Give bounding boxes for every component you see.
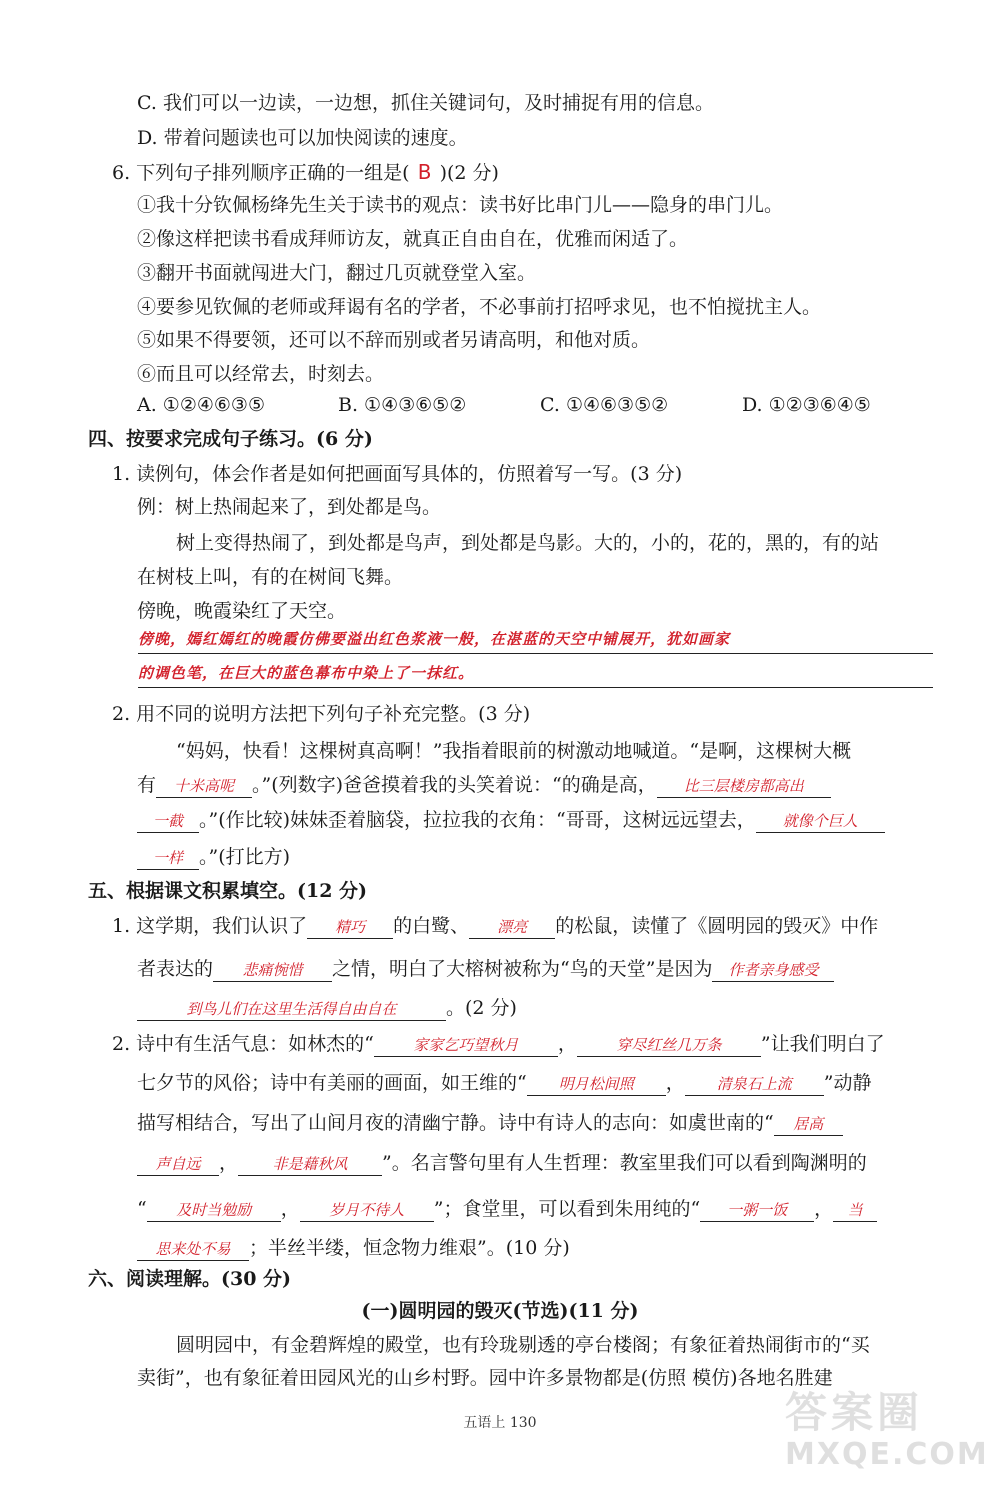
sec4-q2-line-2 — [137, 770, 831, 800]
handwritten-answer: 非是藉秋风 — [238, 1153, 382, 1176]
text: ”动静 — [823, 1072, 872, 1094]
text: ”让我们明白了 — [760, 1033, 885, 1055]
q6-sentence-3: ③翻开书面就闯进大门，翻过几页就登堂入室。 — [137, 262, 537, 284]
handwritten-answer: 家家乞巧望秋月 — [374, 1034, 558, 1057]
section-5-title: 五、根据课文积累填空。(12 分) — [88, 880, 368, 902]
text: 七夕节的风俗；诗中有美丽的画面，如王维的“ — [137, 1072, 527, 1094]
text: 的白鹭、 — [393, 915, 470, 937]
watermark-url: MXQE.COM — [785, 1437, 989, 1472]
sec4-q2-line-3 — [137, 805, 885, 835]
sec5-q2-line-4 — [137, 1148, 867, 1178]
handwritten-answer: 思来处不易 — [137, 1238, 249, 1261]
handwritten-answer: 岁月不待人 — [300, 1199, 434, 1222]
sec5-q2-line-3 — [137, 1108, 843, 1138]
handwritten-answer: 就像个巨人 — [756, 810, 885, 833]
sec4-q2-line-1: “妈妈，快看！这棵树真高啊！”我指着眼前的树激动地喊道。“是啊，这棵树大概 — [176, 740, 852, 762]
q6-stem-pre: 6. 下列句子排列顺序正确的一组是( — [112, 162, 410, 184]
handwritten-answer: 作者亲身感受 — [712, 959, 834, 982]
sec4-q2: 2. 用不同的说明方法把下列句子补充完整。(3 分) — [112, 703, 531, 725]
text: 。(2 分) — [446, 997, 517, 1019]
text: ”；食堂里，可以看到朱用纯的“ — [433, 1198, 701, 1220]
handwritten-answer: 穿尽红丝几万条 — [577, 1034, 761, 1057]
section-4-title: 四、按要求完成句子练习。(6 分) — [88, 428, 373, 450]
handwritten-answer: 精巧 — [307, 916, 393, 939]
sec4-q2-line-4 — [137, 842, 290, 872]
sec4-answer-line-2: 的调色笔，在巨大的蓝色幕布中染上了一抹红。 — [138, 659, 933, 688]
text: ， — [557, 1033, 577, 1055]
q6-answer: B — [417, 160, 432, 184]
q6-sentence-4: ④要参见钦佩的老师或拜谒有名的学者，不必事前打招呼求见，也不怕搅扰主人。 — [137, 296, 822, 318]
q6-sentence-5: ⑤如果不得要领，还可以不辞而别或者另请高明，和他对质。 — [137, 329, 651, 351]
handwritten-answer: 漂亮 — [469, 916, 555, 939]
sec5-q2-line-6 — [137, 1233, 570, 1263]
handwritten-answer: 明月松间照 — [527, 1073, 666, 1096]
text: ， — [219, 1152, 239, 1174]
handwritten-answer: 当 — [833, 1199, 877, 1222]
text: 1. 这学期，我们认识了 — [112, 915, 308, 937]
sec5-q2-line-5 — [137, 1194, 877, 1224]
reading-paragraph-line-2: 卖街”，也有象征着田园风光的山乡村野。园中许多景物都是(仿照 模仿)各地名胜建 — [137, 1367, 833, 1389]
handwritten-answer: 一粥一饭 — [700, 1199, 814, 1222]
q6-option-d: D. ①②③⑥④⑤ — [742, 394, 871, 416]
sec4-q1: 1. 读例句，体会作者是如何把画面写具体的，仿照着写一写。(3 分) — [112, 463, 683, 485]
handwritten-answer: 一截 — [137, 810, 199, 833]
text: ， — [280, 1198, 300, 1220]
sec4-example-text-1: 树上变得热闹了，到处都是鸟声，到处都是鸟影。大的，小的，花的，黑的，有的站 — [176, 532, 880, 554]
sec4-answer-line-1: 傍晚，嫣红嫣红的晚霞仿佛要溢出红色浆液一般，在湛蓝的天空中铺展开，犹如画家 — [138, 625, 933, 654]
sec5-q1-line-2 — [137, 954, 834, 984]
handwritten-answer: 及时当勉励 — [147, 1199, 281, 1222]
watermark-text: 答案圈 — [785, 1388, 924, 1437]
watermark-logo — [785, 1388, 989, 1478]
handwritten-answer: 声自远 — [137, 1153, 219, 1176]
handwritten-answer: 悲痛惋惜 — [213, 959, 332, 982]
sec5-q2-line-2 — [137, 1068, 871, 1098]
sec5-q1-line-1 — [112, 911, 878, 941]
q6-option-b: B. ①④③⑥⑤② — [338, 394, 467, 416]
text: 有 — [137, 774, 157, 796]
q6-option-c: C. ①④⑥③⑤② — [540, 394, 669, 416]
q6-stem — [112, 157, 499, 188]
text: ， — [814, 1198, 834, 1220]
text: ， — [665, 1072, 685, 1094]
q6-sentence-1: ①我十分钦佩杨绛先生关于读书的观点：读书好比串门儿——隐身的串门儿。 — [137, 194, 784, 216]
reading-paragraph-line-1: 圆明园中，有金碧辉煌的殿堂，也有玲珑剔透的亭台楼阁；有象征着热闹街市的“买 — [176, 1334, 870, 1356]
sec4-prompt: 傍晚，晚霞染红了天空。 — [137, 600, 347, 622]
sec5-q2-line-1 — [112, 1029, 885, 1059]
handwritten-answer: 一样 — [137, 847, 199, 870]
text: 描写相结合，写出了山间月夜的清幽宁静。诗中有诗人的志向：如虞世南的“ — [137, 1112, 774, 1134]
text: 。”(作比较)妹妹歪着脑袋，拉拉我的衣角：“哥哥，这树远远望去， — [199, 809, 756, 831]
handwritten-answer: 居高 — [774, 1113, 843, 1136]
q6-option-a: A. ①②④⑥③⑤ — [137, 394, 265, 416]
handwritten-answer: 比三层楼房都高出 — [657, 775, 831, 798]
reading-title: (一)圆明园的毁灭(节选)(11 分) — [361, 1300, 639, 1322]
page-footer: 五语上 130 — [463, 1415, 537, 1431]
q5-option-d: D. 带着问题读也可以加快阅读的速度。 — [137, 127, 468, 149]
text: ”。名言警句里有人生哲理：教室里我们可以看到陶渊明的 — [382, 1152, 867, 1174]
text: 者表达的 — [137, 958, 214, 980]
q6-stem-post: )(2 分) — [439, 162, 499, 184]
text: 之情，明白了大榕树被称为“鸟的天堂”是因为 — [332, 958, 713, 980]
sec5-q1-line-3 — [137, 993, 517, 1023]
handwritten-answer: 到鸟儿们在这里生活得自由自在 — [137, 998, 446, 1021]
text: “ — [137, 1198, 147, 1220]
q6-sentence-2: ②像这样把读书看成拜师访友，就真正自由自在，优雅而闲适了。 — [137, 228, 689, 250]
q5-option-c: C. 我们可以一边读，一边想，抓住关键词句，及时捕捉有用的信息。 — [137, 92, 714, 114]
text: 。”(打比方) — [199, 846, 291, 868]
sec4-example-text-2: 在树枝上叫，有的在树间飞舞。 — [137, 566, 404, 588]
text: 的松鼠，读懂了《圆明园的毁灭》中作 — [555, 915, 879, 937]
handwritten-answer: 清泉石上流 — [685, 1073, 824, 1096]
text: 2. 诗中有生活气息：如林杰的“ — [112, 1033, 374, 1055]
section-6-title: 六、阅读理解。(30 分) — [88, 1268, 292, 1290]
sec4-example-label: 例：树上热闹起来了，到处都是鸟。 — [137, 496, 442, 518]
text: 。”(列数字)爸爸摸着我的头笑着说：“的确是高， — [252, 774, 657, 796]
q6-sentence-6: ⑥而且可以经常去，时刻去。 — [137, 363, 385, 385]
handwritten-answer: 十米高呢 — [156, 775, 252, 798]
text: ；半丝半缕，恒念物力维艰”。(10 分) — [249, 1237, 570, 1259]
